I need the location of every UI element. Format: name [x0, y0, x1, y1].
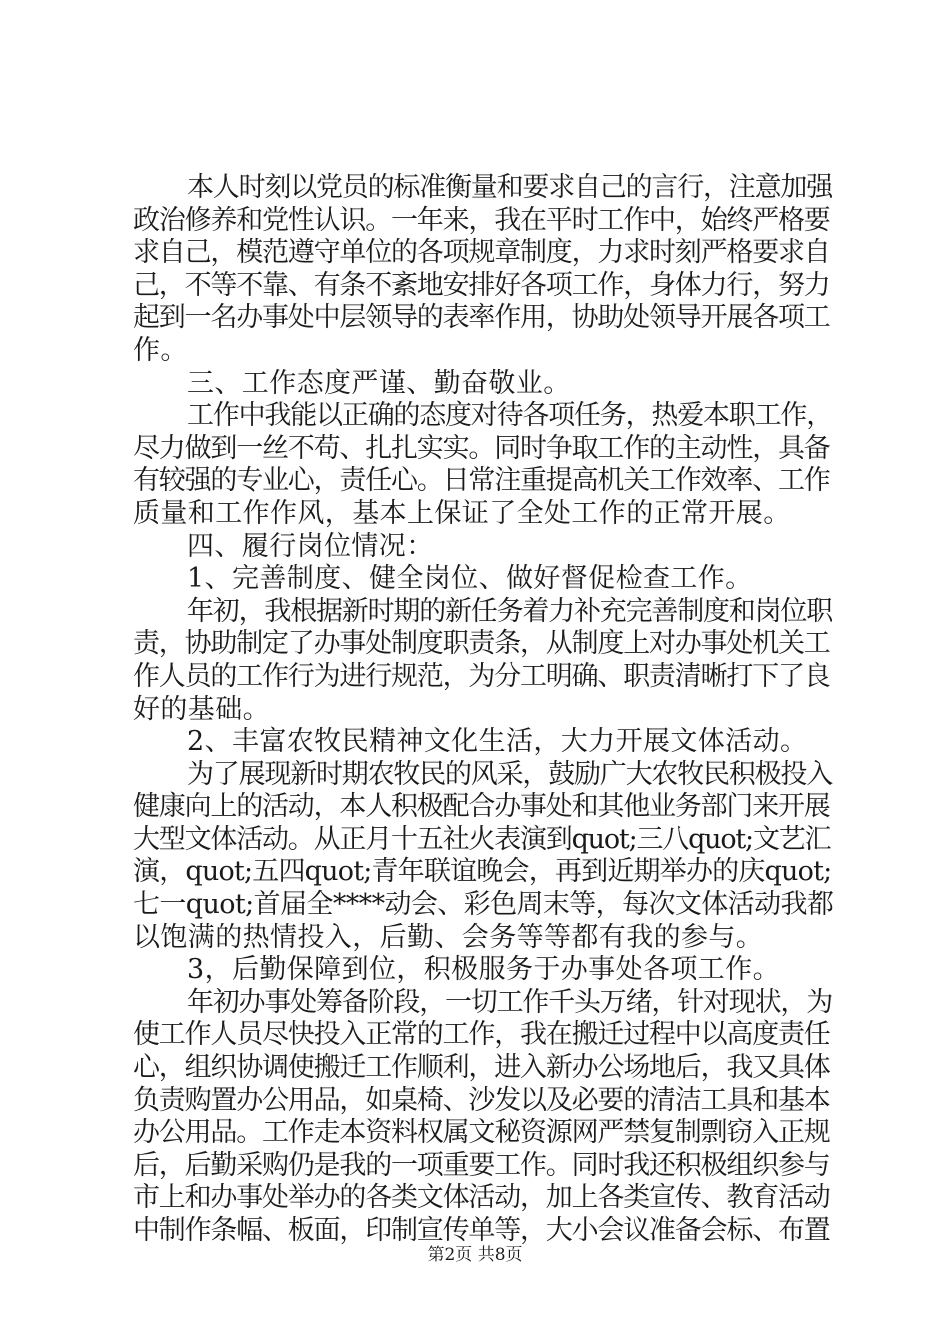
text-line: 作人员的工作行为进行规范，为分工明确、职责清晰打下了良	[133, 660, 830, 692]
text-line: 后，后勤采购仍是我的一项重要工作。同时我还积极组织参与	[133, 1149, 830, 1181]
text-line: 作。	[133, 334, 188, 366]
text-line: 尽力做到一丝不苟、扎扎实实。同时争取工作的主动性，具备	[133, 432, 830, 464]
text-line: 四、履行岗位情况：	[187, 530, 434, 562]
text-line: 办公用品。工作走本资料权属文秘资源网严禁复制剽窃入正规	[133, 1117, 830, 1149]
text-line: 演，quot;五四quot;青年联谊晚会，再到近期举办的庆quot;	[133, 856, 832, 888]
text-line: 有较强的专业心，责任心。日常注重提高机关工作效率、工作	[133, 465, 830, 497]
text-line: 工作中我能以正确的态度对待各项任务，热爱本职工作，	[187, 400, 832, 432]
text-line: 年初办事处筹备阶段，一切工作千头万绪，针对现状，为	[187, 986, 832, 1018]
text-line: 负责购置办公用品，如桌椅、沙发以及必要的清洁工具和基本	[133, 1084, 830, 1116]
text-line: 本人时刻以党员的标准衡量和要求自己的言行，注意加强	[187, 172, 832, 203]
text-line: 责，协助制定了办事处制度职责条，从制度上对办事处机关工	[133, 628, 830, 660]
text-line: 1、完善制度、健全岗位、做好督促检查工作。	[187, 563, 753, 595]
text-line: 大型文体活动。从正月十五社火表演到quot;三八quot;文艺汇	[133, 823, 831, 855]
text-line: 使工作人员尽快投入正常的工作，我在搬迁过程中以高度责任	[133, 1019, 830, 1051]
text-line: 市上和办事处举办的各类文体活动，加上各类宣传、教育活动	[133, 1182, 830, 1214]
text-line: 求自己，模范遵守单位的各项规章制度，力求时刻严格要求自	[133, 237, 830, 269]
text-line: 七一quot;首届全****动会、彩色周末等，每次文体活动我都	[133, 889, 834, 921]
text-line: 以饱满的热情投入，后勤、会务等等都有我的参与。	[133, 921, 764, 953]
text-line: 2、丰富农牧民精神文化生活，大力开展文体活动。	[187, 726, 808, 758]
text-line: 质量和工作作风，基本上保证了全处工作的正常开展。	[133, 497, 791, 529]
document-body	[133, 172, 833, 1248]
text-line: 己，不等不靠、有条不紊地安排好各项工作，身体力行，努力	[133, 269, 830, 301]
text-line: 三、工作态度严谨、勤奋敬业。	[187, 367, 571, 399]
text-line: 政治修养和党性认识。一年来，我在平时工作中，始终严格要	[133, 204, 830, 236]
text-line: 中制作条幅、板面，印制宣传单等，大小会议准备会标、布置	[133, 1215, 830, 1246]
text-line: 健康向上的活动，本人积极配合办事处和其他业务部门来开展	[133, 791, 830, 823]
page-footer: 第2页 共8页	[427, 1245, 523, 1265]
text-line: 3，后勤保障到位，积极服务于办事处各项工作。	[187, 954, 780, 986]
text-line: 好的基础。	[133, 693, 270, 725]
text-line: 为了展现新时期农牧民的风采，鼓励广大农牧民积极投入	[187, 758, 832, 790]
text-line: 心，组织协调使搬迁工作顺利，进入新办公场地后，我又具体	[133, 1052, 830, 1084]
text-line: 起到一名办事处中层领导的表率作用，协助处领导开展各项工	[133, 302, 830, 334]
text-line: 年初，我根据新时期的新任务着力补充完善制度和岗位职	[187, 595, 832, 627]
